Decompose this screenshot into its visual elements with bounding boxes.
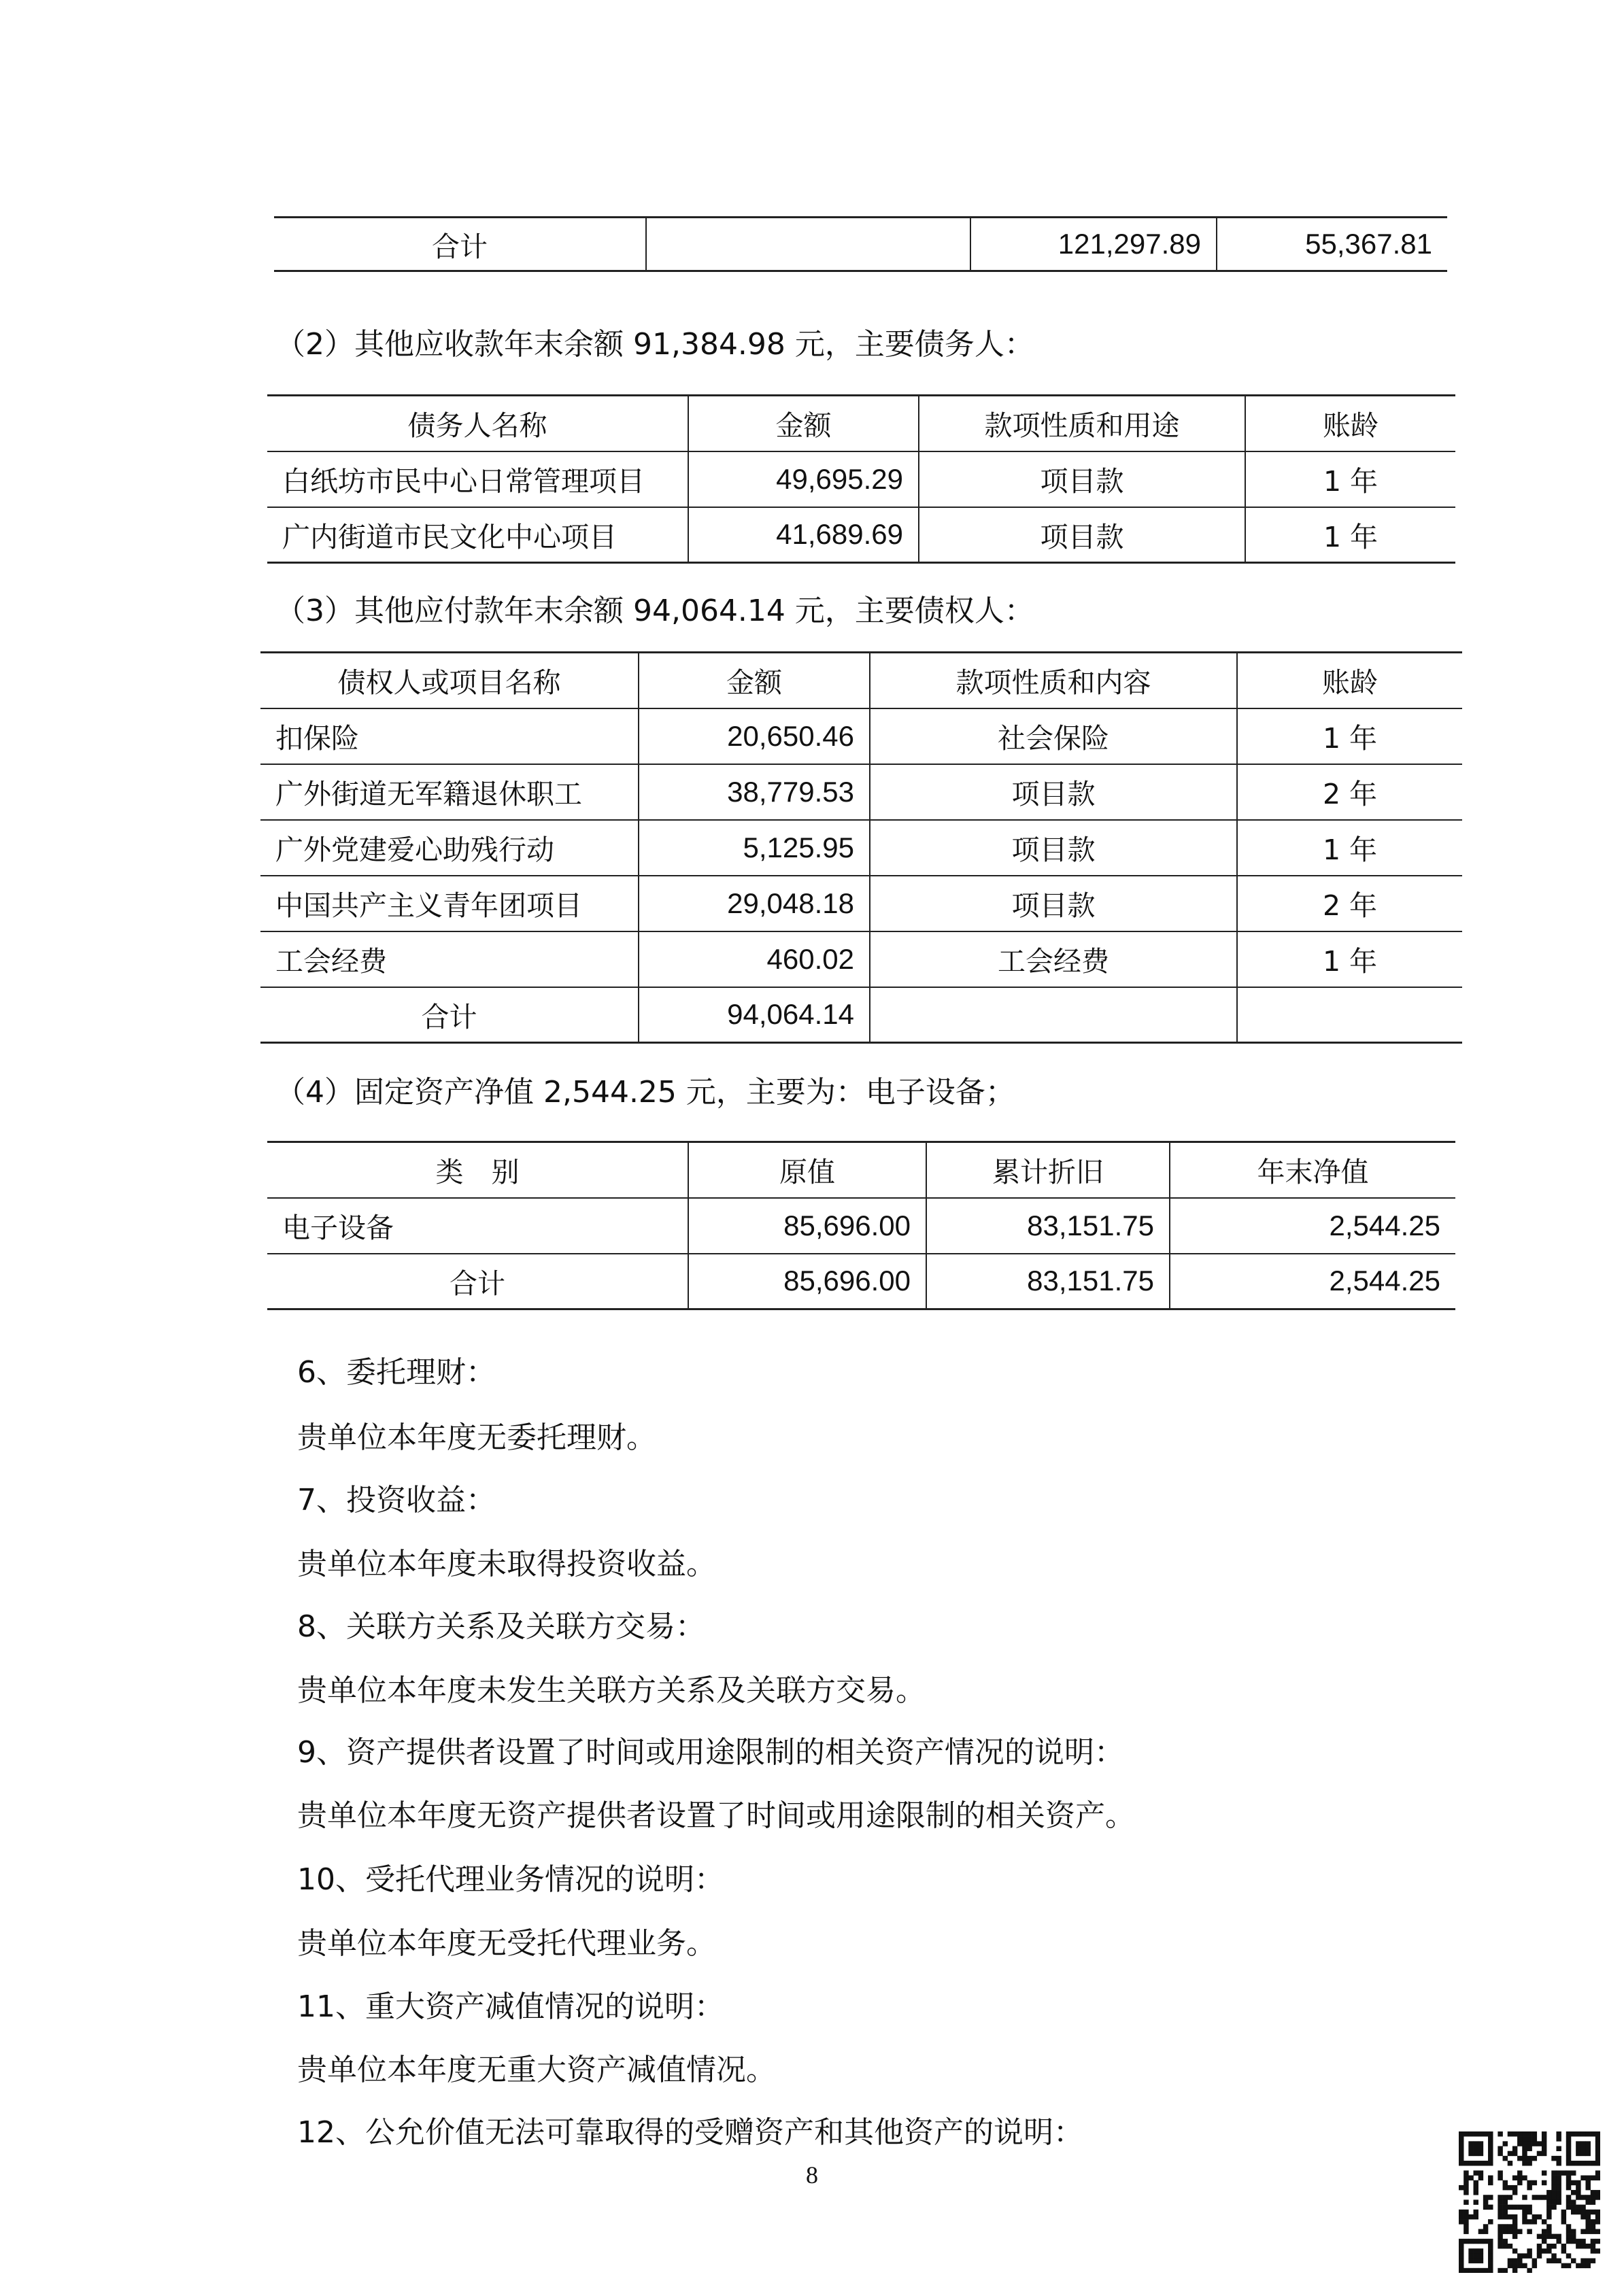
column-header: 累计折旧 bbox=[926, 1142, 1170, 1198]
amount: 5,125.95 bbox=[639, 820, 870, 876]
table-row bbox=[267, 507, 1455, 563]
item-heading: 10、受托代理业务情况的说明： bbox=[297, 1862, 724, 1897]
accumulated-depreciation: 83,151.75 bbox=[926, 1198, 1170, 1254]
item-text: 贵单位本年度无受托代理业务。 bbox=[297, 1926, 716, 1961]
total-label: 合计 bbox=[267, 1254, 688, 1309]
creditor-name: 工会经费 bbox=[260, 931, 639, 987]
table-total-row bbox=[260, 987, 1462, 1043]
creditor-name: 中国共产主义青年团项目 bbox=[260, 876, 639, 931]
item-heading: 11、重大资产减值情况的说明： bbox=[297, 1989, 724, 2024]
age: 2 年 bbox=[1237, 764, 1462, 820]
item-heading: 9、资产提供者设置了时间或用途限制的相关资产情况的说明： bbox=[297, 1735, 1124, 1770]
column-header: 金额 bbox=[639, 653, 870, 708]
item-text: 贵单位本年度无资产提供者设置了时间或用途限制的相关资产。 bbox=[297, 1798, 1135, 1833]
item-text: 贵单位本年度无委托理财。 bbox=[297, 1420, 656, 1455]
item-heading: 6、委托理财： bbox=[297, 1355, 496, 1390]
creditor-name: 广外党建爱心助残行动 bbox=[260, 820, 639, 876]
asset-category: 电子设备 bbox=[267, 1198, 688, 1254]
accumulated-depreciation: 83,151.75 bbox=[926, 1254, 1170, 1309]
creditor-name: 扣保险 bbox=[260, 708, 639, 764]
total-label: 合计 bbox=[260, 987, 639, 1043]
column-header: 账龄 bbox=[1237, 653, 1462, 708]
section-heading-payables: （3）其他应付款年末余额 94,064.14 元，主要债权人： bbox=[275, 594, 1034, 628]
column-header: 债务人名称 bbox=[267, 396, 688, 451]
amount: 29,048.18 bbox=[639, 876, 870, 931]
column-header: 账龄 bbox=[1245, 396, 1455, 451]
amount: 460.02 bbox=[639, 931, 870, 987]
net-value: 2,544.25 bbox=[1170, 1198, 1455, 1254]
section-heading-fixed-assets: （4）固定资产净值 2,544.25 元，主要为：电子设备； bbox=[275, 1075, 1015, 1110]
nature: 项目款 bbox=[870, 764, 1237, 820]
item-heading: 8、关联方关系及关联方交易： bbox=[297, 1609, 705, 1644]
age: 1 年 bbox=[1245, 507, 1455, 563]
age: 2 年 bbox=[1237, 876, 1462, 931]
table-row bbox=[267, 1198, 1455, 1254]
age: 1 年 bbox=[1237, 820, 1462, 876]
total-label: 合计 bbox=[274, 218, 646, 271]
table-row bbox=[267, 451, 1455, 507]
table-payables bbox=[260, 651, 1462, 1044]
column-header: 金额 bbox=[688, 396, 919, 451]
table-receivables bbox=[267, 394, 1455, 564]
table-row bbox=[260, 708, 1462, 764]
table-fixed-assets bbox=[267, 1141, 1455, 1310]
creditor-name: 广外街道无军籍退休职工 bbox=[260, 764, 639, 820]
amount: 41,689.69 bbox=[688, 507, 919, 563]
amount: 20,650.46 bbox=[639, 708, 870, 764]
nature: 项目款 bbox=[919, 451, 1245, 507]
amount-prior: 55,367.81 bbox=[1217, 218, 1447, 271]
column-header: 原值 bbox=[688, 1142, 926, 1198]
table-total-row bbox=[267, 1254, 1455, 1309]
item-text: 贵单位本年度未发生关联方关系及关联方交易。 bbox=[297, 1673, 926, 1708]
column-header: 款项性质和用途 bbox=[919, 396, 1245, 451]
table-header-row bbox=[260, 653, 1462, 708]
amount: 49,695.29 bbox=[688, 451, 919, 507]
amount-current: 121,297.89 bbox=[970, 218, 1217, 271]
item-heading: 7、投资收益： bbox=[297, 1483, 496, 1518]
qr-code-icon bbox=[1459, 2131, 1600, 2273]
table-header-row bbox=[267, 396, 1455, 451]
empty-cell bbox=[1237, 987, 1462, 1043]
amount: 38,779.53 bbox=[639, 764, 870, 820]
table-row bbox=[274, 218, 1447, 271]
debtor-name: 广内街道市民文化中心项目 bbox=[267, 507, 688, 563]
nature: 工会经费 bbox=[870, 931, 1237, 987]
debtor-name: 白纸坊市民中心日常管理项目 bbox=[267, 451, 688, 507]
column-header: 类 别 bbox=[267, 1142, 688, 1198]
item-text: 贵单位本年度未取得投资收益。 bbox=[297, 1547, 716, 1581]
item-heading: 12、公允价值无法可靠取得的受赠资产和其他资产的说明： bbox=[297, 2115, 1083, 2150]
empty-cell bbox=[870, 987, 1237, 1043]
item-text: 贵单位本年度无重大资产减值情况。 bbox=[297, 2053, 776, 2087]
column-header: 债权人或项目名称 bbox=[260, 653, 639, 708]
table-header-row bbox=[267, 1142, 1455, 1198]
table-row bbox=[260, 764, 1462, 820]
total-amount: 94,064.14 bbox=[639, 987, 870, 1043]
page-number: 8 bbox=[806, 2161, 818, 2189]
original-value: 85,696.00 bbox=[688, 1254, 926, 1309]
original-value: 85,696.00 bbox=[688, 1198, 926, 1254]
empty-cell bbox=[646, 218, 970, 271]
column-header: 年末净值 bbox=[1170, 1142, 1455, 1198]
age: 1 年 bbox=[1245, 451, 1455, 507]
table-row bbox=[260, 820, 1462, 876]
table-continuation bbox=[274, 216, 1447, 272]
table-row bbox=[260, 876, 1462, 931]
nature: 项目款 bbox=[870, 820, 1237, 876]
nature: 项目款 bbox=[870, 876, 1237, 931]
net-value: 2,544.25 bbox=[1170, 1254, 1455, 1309]
table-row bbox=[260, 931, 1462, 987]
age: 1 年 bbox=[1237, 931, 1462, 987]
nature: 社会保险 bbox=[870, 708, 1237, 764]
age: 1 年 bbox=[1237, 708, 1462, 764]
column-header: 款项性质和内容 bbox=[870, 653, 1237, 708]
section-heading-receivables: （2）其他应收款年末余额 91,384.98 元，主要债务人： bbox=[275, 327, 1034, 362]
nature: 项目款 bbox=[919, 507, 1245, 563]
